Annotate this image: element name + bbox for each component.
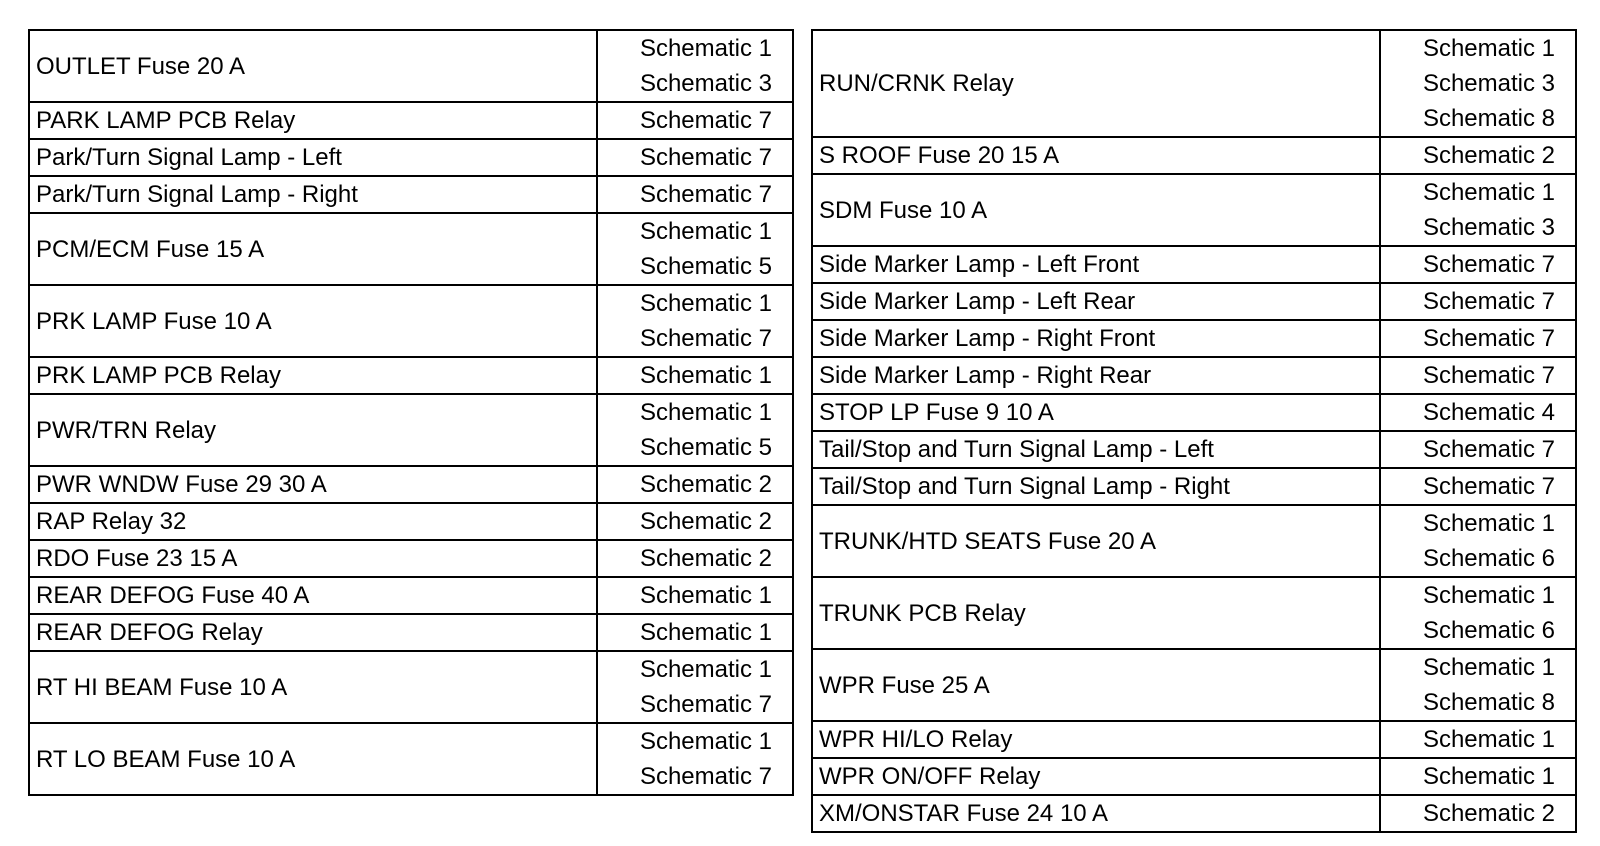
schematic-ref-cell (597, 30, 793, 102)
table-row (812, 721, 1576, 758)
schematic-ref: Schematic 1 (639, 290, 772, 317)
table-row (812, 758, 1576, 795)
schematic-ref-cell (1380, 394, 1576, 431)
component-name-cell: Tail/Stop and Turn Signal Lamp - Right (812, 468, 1380, 505)
schematic-ref: Schematic 1 (639, 619, 772, 646)
table-body-left (29, 30, 793, 795)
schematic-ref: Schematic 7 (1422, 473, 1555, 500)
table-row (812, 320, 1576, 357)
schematic-ref-cell (597, 466, 793, 503)
schematic-ref: Schematic 2 (639, 471, 772, 498)
component-name-cell: WPR Fuse 25 A (812, 649, 1380, 721)
schematic-ref-cell (1380, 468, 1576, 505)
schematic-ref: Schematic 5 (639, 253, 772, 280)
schematic-ref: Schematic 7 (1422, 362, 1555, 389)
schematic-ref: Schematic 1 (639, 582, 772, 609)
schematic-ref: Schematic 3 (1422, 214, 1555, 241)
table-row (812, 137, 1576, 174)
schematic-ref-cell (597, 614, 793, 651)
component-name-cell: RDO Fuse 23 15 A (29, 540, 597, 577)
schematic-ref: Schematic 2 (639, 508, 772, 535)
table-row (29, 139, 793, 176)
component-name-cell: PWR/TRN Relay (29, 394, 597, 466)
schematic-ref-cell (597, 540, 793, 577)
schematic-ref-cell (597, 577, 793, 614)
component-table-right (811, 29, 1577, 833)
schematic-ref-cell (1380, 320, 1576, 357)
component-name-cell: TRUNK PCB Relay (812, 577, 1380, 649)
schematic-ref: Schematic 2 (639, 545, 772, 572)
table-row (812, 394, 1576, 431)
component-name-cell: PARK LAMP PCB Relay (29, 102, 597, 139)
component-name-cell: RT HI BEAM Fuse 10 A (29, 651, 597, 723)
schematic-ref-cell (597, 394, 793, 466)
component-name-cell: S ROOF Fuse 20 15 A (812, 137, 1380, 174)
table-row (29, 723, 793, 795)
component-name-cell: PWR WNDW Fuse 29 30 A (29, 466, 597, 503)
table-row (29, 614, 793, 651)
schematic-ref: Schematic 1 (1422, 510, 1555, 537)
schematic-ref: Schematic 1 (639, 399, 772, 426)
schematic-ref: Schematic 1 (639, 656, 772, 683)
schematic-ref: Schematic 7 (639, 107, 772, 134)
table-row (29, 577, 793, 614)
schematic-ref: Schematic 1 (1422, 726, 1555, 753)
table-row (812, 649, 1576, 721)
schematic-ref-cell (1380, 721, 1576, 758)
table-row (812, 30, 1576, 137)
table-row (29, 503, 793, 540)
schematic-ref: Schematic 1 (1422, 763, 1555, 790)
schematic-ref-cell (597, 176, 793, 213)
table-row (29, 285, 793, 357)
schematic-ref: Schematic 7 (639, 325, 772, 352)
table-row (812, 431, 1576, 468)
schematic-ref: Schematic 3 (1422, 70, 1555, 97)
schematic-ref-cell (1380, 174, 1576, 246)
table-row (812, 246, 1576, 283)
schematic-ref-cell (1380, 137, 1576, 174)
table-body-right (812, 30, 1576, 832)
schematic-ref: Schematic 1 (1422, 582, 1555, 609)
component-name-cell: TRUNK/HTD SEATS Fuse 20 A (812, 505, 1380, 577)
table-row (812, 577, 1576, 649)
schematic-ref: Schematic 1 (639, 35, 772, 62)
component-name-cell: Side Marker Lamp - Left Rear (812, 283, 1380, 320)
schematic-ref: Schematic 6 (1422, 545, 1555, 572)
component-name-cell: Side Marker Lamp - Right Rear (812, 357, 1380, 394)
schematic-ref: Schematic 2 (1422, 800, 1555, 827)
table-row (812, 505, 1576, 577)
schematic-ref-cell (597, 213, 793, 285)
schematic-ref: Schematic 7 (1422, 436, 1555, 463)
component-name-cell: PRK LAMP Fuse 10 A (29, 285, 597, 357)
schematic-ref-cell (597, 102, 793, 139)
schematic-ref-cell (1380, 283, 1576, 320)
schematic-ref: Schematic 7 (639, 144, 772, 171)
schematic-ref: Schematic 4 (1422, 399, 1555, 426)
schematic-ref: Schematic 7 (1422, 288, 1555, 315)
schematic-ref: Schematic 7 (639, 691, 772, 718)
schematic-ref: Schematic 7 (639, 763, 772, 790)
component-name-cell: PCM/ECM Fuse 15 A (29, 213, 597, 285)
component-name-cell: WPR ON/OFF Relay (812, 758, 1380, 795)
schematic-ref-cell (1380, 649, 1576, 721)
schematic-ref: Schematic 7 (1422, 251, 1555, 278)
component-name-cell: Park/Turn Signal Lamp - Right (29, 176, 597, 213)
schematic-ref: Schematic 1 (1422, 179, 1555, 206)
component-name-cell: Side Marker Lamp - Right Front (812, 320, 1380, 357)
component-name-cell: Side Marker Lamp - Left Front (812, 246, 1380, 283)
schematic-ref: Schematic 1 (639, 362, 772, 389)
schematic-ref: Schematic 6 (1422, 617, 1555, 644)
schematic-ref-cell (597, 285, 793, 357)
schematic-ref-cell (1380, 505, 1576, 577)
table-row (29, 394, 793, 466)
schematic-ref: Schematic 5 (639, 434, 772, 461)
component-name-cell: Park/Turn Signal Lamp - Left (29, 139, 597, 176)
schematic-ref-cell (1380, 795, 1576, 832)
schematic-ref-cell (1380, 577, 1576, 649)
schematic-ref: Schematic 1 (1422, 35, 1555, 62)
component-name-cell: REAR DEFOG Fuse 40 A (29, 577, 597, 614)
schematic-ref-cell (1380, 431, 1576, 468)
component-name-cell: STOP LP Fuse 9 10 A (812, 394, 1380, 431)
table-row (29, 30, 793, 102)
schematic-ref-cell (597, 651, 793, 723)
schematic-ref: Schematic 7 (1422, 325, 1555, 352)
component-name-cell: WPR HI/LO Relay (812, 721, 1380, 758)
schematic-ref: Schematic 8 (1422, 689, 1555, 716)
component-name-cell: RT LO BEAM Fuse 10 A (29, 723, 597, 795)
table-row (29, 357, 793, 394)
schematic-ref-cell (1380, 357, 1576, 394)
table-row (29, 540, 793, 577)
component-name-cell: OUTLET Fuse 20 A (29, 30, 597, 102)
component-name-cell: REAR DEFOG Relay (29, 614, 597, 651)
schematic-ref-cell (1380, 246, 1576, 283)
schematic-ref-cell (597, 139, 793, 176)
schematic-ref-cell (1380, 758, 1576, 795)
schematic-ref-cell (597, 503, 793, 540)
table-row (812, 468, 1576, 505)
schematic-ref-cell (1380, 30, 1576, 137)
table-row (812, 795, 1576, 832)
component-name-cell: SDM Fuse 10 A (812, 174, 1380, 246)
table-row (29, 651, 793, 723)
component-name-cell: RAP Relay 32 (29, 503, 597, 540)
schematic-ref-cell (597, 723, 793, 795)
table-row (29, 466, 793, 503)
table-row (29, 176, 793, 213)
table-row (812, 174, 1576, 246)
schematic-ref: Schematic 1 (1422, 654, 1555, 681)
schematic-ref: Schematic 8 (1422, 105, 1555, 132)
table-row (812, 357, 1576, 394)
component-name-cell: RUN/CRNK Relay (812, 30, 1380, 137)
schematic-ref-cell (597, 357, 793, 394)
component-name-cell: PRK LAMP PCB Relay (29, 357, 597, 394)
table-row (29, 213, 793, 285)
schematic-ref: Schematic 1 (639, 728, 772, 755)
schematic-ref: Schematic 2 (1422, 142, 1555, 169)
component-table-left (28, 29, 794, 796)
component-name-cell: XM/ONSTAR Fuse 24 10 A (812, 795, 1380, 832)
table-row (29, 102, 793, 139)
schematic-ref: Schematic 7 (639, 181, 772, 208)
table-row (812, 283, 1576, 320)
component-name-cell: Tail/Stop and Turn Signal Lamp - Left (812, 431, 1380, 468)
schematic-ref: Schematic 3 (639, 70, 772, 97)
schematic-ref: Schematic 1 (639, 218, 772, 245)
